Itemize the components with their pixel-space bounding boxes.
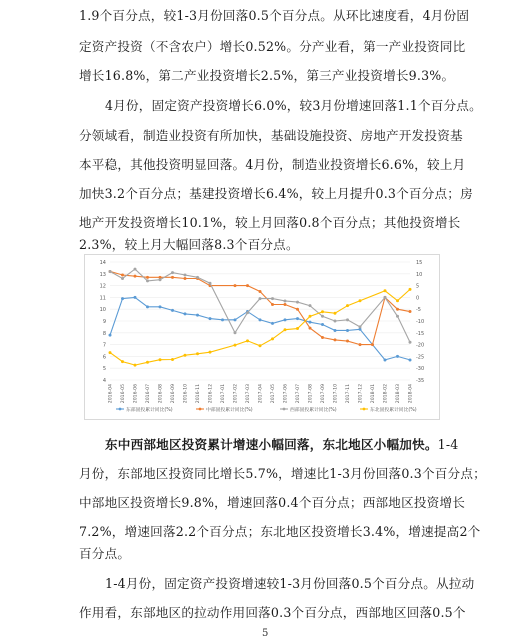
data-point	[309, 321, 312, 324]
data-point	[296, 301, 299, 304]
data-point	[334, 338, 337, 341]
data-point	[359, 299, 362, 302]
data-point	[396, 315, 399, 318]
y-right-tick-label: -30	[416, 366, 425, 373]
x-tick-label: 2017-04	[258, 384, 264, 404]
data-point	[171, 276, 174, 279]
x-tick-label: 2017-05	[271, 384, 276, 404]
data-point	[246, 339, 249, 342]
x-tick-label: 2017-07	[296, 384, 301, 404]
data-point	[346, 318, 349, 321]
data-point	[296, 308, 299, 311]
data-point	[409, 358, 412, 361]
legend-marker	[283, 408, 286, 411]
text-line: 7.2%，增速回落2.2个百分点；东北地区投资增长3.4%，增速提高2个	[79, 524, 481, 539]
y-right-tick-label: -10	[416, 319, 425, 325]
text-line: 定资产投资（不含农户）增长0.52%。分产业看，第一产业投资同比	[79, 39, 466, 54]
y-right-tick-label: 0	[416, 295, 420, 302]
x-tick-label: 2018-03	[396, 384, 401, 404]
y-right-tick-label: -25	[416, 354, 425, 361]
y-left-tick-label: 12	[99, 283, 106, 290]
text-line: 地产开发投资增长10.1%，较上月回落0.8个百分点；其他投资增长	[79, 215, 461, 230]
data-point	[284, 299, 287, 302]
y-right-tick-label: -15	[416, 330, 425, 337]
page-number: 5	[262, 628, 269, 639]
x-tick-label: 2016-11	[196, 384, 201, 404]
data-point	[396, 308, 399, 311]
data-point	[346, 304, 349, 307]
data-point	[359, 343, 362, 346]
legend-label: 东部固投累计同比(%)	[126, 407, 173, 413]
x-tick-label: 2016-09	[171, 384, 176, 404]
text-line: 4月份，固定资产投资增长6.0%，较3月份增速回落1.1个百分点。	[105, 98, 482, 113]
data-point	[209, 317, 212, 320]
legend-marker	[363, 408, 366, 411]
data-point	[209, 282, 212, 285]
legend-marker	[119, 408, 122, 411]
data-point	[184, 277, 187, 280]
data-point	[234, 318, 237, 321]
data-point	[396, 355, 399, 358]
regional-investment-line-chart	[84, 254, 440, 420]
data-point	[384, 289, 387, 292]
data-point	[184, 354, 187, 357]
data-point	[134, 364, 137, 367]
data-point	[259, 297, 262, 300]
x-tick-label: 2017-11	[346, 384, 351, 404]
y-left-tick-label: 5	[102, 366, 106, 373]
text-line: 1.9个百分点，较1-3月份回落0.5个百分点。从环比速度看，4月份固	[79, 8, 470, 23]
data-point	[259, 344, 262, 347]
data-point	[284, 303, 287, 306]
y-right-tick-label: 15	[416, 260, 423, 266]
data-point	[271, 297, 274, 300]
data-point	[246, 311, 249, 314]
data-point	[284, 318, 287, 321]
text-line: 百分点。	[79, 546, 131, 561]
text-line: 1-4月份，固定资产投资增速较1-3月份回落0.5个百分点。从拉动	[105, 576, 475, 591]
data-point	[409, 288, 412, 291]
text-line: 2.3%，较上月大幅回落8.3个百分点。	[79, 237, 299, 252]
text-line: 分领域看，制造业投资有所加快，基础设施投资、房地产开发投资基	[79, 128, 463, 143]
x-tick-label: 2018-02	[383, 384, 389, 404]
data-point	[234, 284, 237, 287]
text-line: 加快3.2个百分点；基建投资增长6.4%，较上月提升0.3个百分点；房	[79, 186, 473, 201]
x-tick-label: 2016-08	[158, 384, 164, 404]
legend-label: 东北固投累计同比(%)	[370, 407, 417, 413]
data-point	[259, 318, 262, 321]
data-point	[184, 312, 187, 315]
data-point	[109, 270, 112, 273]
data-point	[159, 278, 162, 281]
data-point	[346, 329, 349, 332]
y-left-tick-label: 13	[99, 271, 106, 278]
data-point	[209, 351, 212, 354]
x-tick-label: 2017-10	[333, 384, 339, 404]
data-point	[121, 273, 124, 276]
data-point	[196, 276, 199, 279]
y-left-tick-label: 4	[102, 378, 106, 384]
data-point	[121, 360, 124, 363]
data-point	[384, 296, 387, 299]
text-line: 本平稳，其他投资明显回落。4月份，制造业投资增长6.6%，较上月	[79, 157, 466, 172]
data-point	[296, 327, 299, 330]
data-point	[171, 271, 174, 274]
data-point	[171, 358, 174, 361]
legend-label: 西部固投累计同比(%)	[290, 407, 337, 413]
data-point	[171, 309, 174, 312]
data-point	[184, 273, 187, 276]
y-left-tick-label: 8	[102, 330, 106, 337]
y-left-tick-label: 6	[102, 354, 106, 361]
data-point	[196, 314, 199, 317]
data-point	[359, 325, 362, 328]
data-point	[296, 317, 299, 320]
data-point	[309, 327, 312, 330]
x-tick-label: 2017-03	[246, 384, 251, 404]
text-run: 1-4	[437, 437, 459, 452]
data-point	[271, 303, 274, 306]
data-point	[409, 310, 412, 313]
x-tick-label: 2017-02	[233, 384, 239, 404]
data-point	[134, 268, 137, 271]
data-point	[234, 344, 237, 347]
data-point	[409, 341, 412, 344]
data-point	[246, 284, 249, 287]
data-point	[146, 361, 149, 364]
y-right-tick-label: -20	[416, 342, 425, 349]
data-point	[396, 299, 399, 302]
text-line	[105, 437, 459, 453]
data-point	[146, 305, 149, 308]
data-point	[159, 358, 162, 361]
data-point	[134, 296, 137, 299]
y-left-tick-label: 11	[99, 295, 106, 302]
data-point	[346, 340, 349, 343]
data-point	[321, 310, 324, 313]
y-right-tick-label: -35	[416, 378, 425, 384]
x-tick-label: 2018-04	[408, 384, 414, 404]
data-point	[146, 279, 149, 282]
text-line: 中部地区投资增长9.8%，增速回落0.4个百分点；西部地区投资增长	[79, 495, 466, 510]
x-tick-label: 2017-12	[358, 384, 364, 404]
data-point	[221, 318, 224, 321]
legend-marker	[199, 408, 202, 411]
x-tick-label: 2016-07	[146, 384, 151, 404]
data-point	[234, 331, 237, 334]
data-point	[384, 358, 387, 361]
x-tick-label: 2016-06	[133, 384, 139, 404]
data-point	[109, 334, 112, 337]
bold-heading: 东中西部地区投资累计增速小幅回落，东北地区小幅加快。	[105, 437, 438, 452]
y-left-tick-label: 10	[99, 307, 106, 314]
data-point	[334, 312, 337, 315]
data-point	[321, 315, 324, 318]
y-left-tick-label: 9	[102, 319, 106, 325]
data-point	[121, 277, 124, 280]
data-point	[309, 315, 312, 318]
y-right-tick-label: 10	[416, 271, 423, 278]
x-tick-label: 2016-04	[108, 384, 114, 404]
x-tick-label: 2016-10	[183, 384, 189, 404]
data-point	[284, 328, 287, 331]
data-point	[146, 276, 149, 279]
data-point	[334, 329, 337, 332]
y-right-tick-label: -5	[416, 307, 421, 314]
x-tick-label: 2017-06	[283, 384, 289, 404]
data-point	[134, 275, 137, 278]
data-point	[259, 290, 262, 293]
legend-label: 中部固投累计同比(%)	[206, 407, 253, 413]
x-tick-label: 2018-01	[371, 384, 376, 404]
data-point	[321, 336, 324, 339]
data-point	[109, 351, 112, 354]
data-point	[371, 343, 374, 346]
data-point	[309, 304, 312, 307]
text-line: 作用看，东部地区的拉动作用回落0.3个百分点，西部地区回落0.5个	[79, 605, 466, 620]
y-left-tick-label: 7	[102, 342, 106, 349]
x-tick-label: 2016-12	[208, 384, 214, 404]
x-tick-label: 2016-05	[121, 384, 126, 404]
x-tick-label: 2017-08	[308, 384, 314, 404]
data-point	[196, 352, 199, 355]
data-point	[159, 305, 162, 308]
data-point	[334, 320, 337, 323]
data-point	[321, 323, 324, 326]
data-point	[271, 337, 274, 340]
data-point	[121, 297, 124, 300]
text-line: 增长16.8%，第二产业投资增长2.5%，第三产业投资增长9.3%。	[79, 68, 455, 83]
data-point	[271, 322, 274, 325]
x-tick-label: 2017-01	[221, 384, 226, 404]
text-line: 月份，东部地区投资同比增长5.7%，增速比1-3月份回落0.3个百分点；	[79, 466, 486, 481]
y-left-tick-label: 14	[99, 260, 106, 266]
x-tick-label: 2017-09	[321, 384, 326, 404]
y-right-tick-label: 5	[416, 283, 420, 290]
